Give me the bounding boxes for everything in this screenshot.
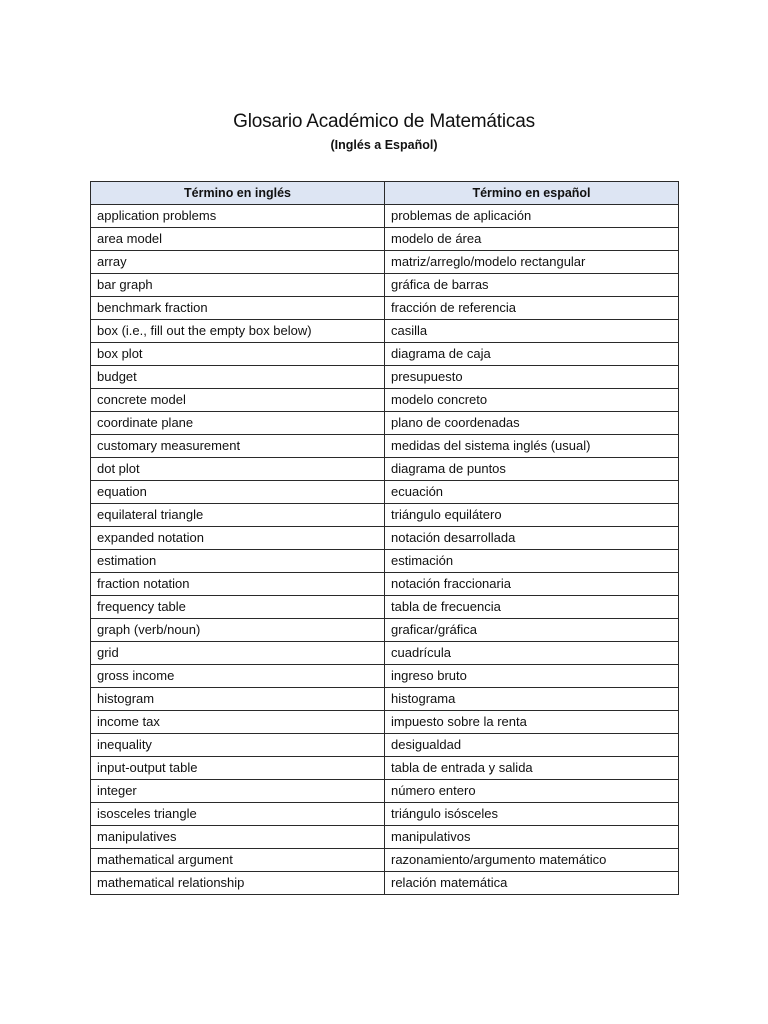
english-term-cell: array	[91, 251, 385, 274]
spanish-term-cell: relación matemática	[385, 872, 679, 895]
spanish-term-cell: problemas de aplicación	[385, 205, 679, 228]
spanish-term-cell: graficar/gráfica	[385, 619, 679, 642]
spanish-term-cell: plano de coordenadas	[385, 412, 679, 435]
glossary-table	[90, 181, 679, 895]
table-row	[91, 481, 679, 504]
table-row	[91, 849, 679, 872]
table-row	[91, 320, 679, 343]
table-row	[91, 389, 679, 412]
english-term-cell: mathematical argument	[91, 849, 385, 872]
english-term-cell: fraction notation	[91, 573, 385, 596]
english-term-cell: income tax	[91, 711, 385, 734]
table-row	[91, 527, 679, 550]
table-row	[91, 550, 679, 573]
table-row	[91, 711, 679, 734]
english-term-cell: manipulatives	[91, 826, 385, 849]
spanish-term-cell: desigualdad	[385, 734, 679, 757]
spanish-term-cell: modelo concreto	[385, 389, 679, 412]
spanish-term-cell: razonamiento/argumento matemático	[385, 849, 679, 872]
english-term-cell: estimation	[91, 550, 385, 573]
english-term-cell: coordinate plane	[91, 412, 385, 435]
spanish-term-cell: diagrama de puntos	[385, 458, 679, 481]
english-term-cell: box (i.e., fill out the empty box below)	[91, 320, 385, 343]
table-row	[91, 757, 679, 780]
english-term-cell: dot plot	[91, 458, 385, 481]
english-term-cell: integer	[91, 780, 385, 803]
table-row	[91, 619, 679, 642]
english-term-cell: input-output table	[91, 757, 385, 780]
english-term-cell: application problems	[91, 205, 385, 228]
table-row	[91, 435, 679, 458]
english-term-cell: graph (verb/noun)	[91, 619, 385, 642]
english-term-cell: concrete model	[91, 389, 385, 412]
spanish-term-cell: fracción de referencia	[385, 297, 679, 320]
table-row	[91, 573, 679, 596]
table-row	[91, 826, 679, 849]
english-term-cell: frequency table	[91, 596, 385, 619]
english-term-cell: box plot	[91, 343, 385, 366]
english-term-cell: gross income	[91, 665, 385, 688]
spanish-term-cell: matriz/arreglo/modelo rectangular	[385, 251, 679, 274]
spanish-term-cell: modelo de área	[385, 228, 679, 251]
table-row	[91, 458, 679, 481]
english-term-cell: budget	[91, 366, 385, 389]
table-row	[91, 665, 679, 688]
spanish-term-cell: triángulo equilátero	[385, 504, 679, 527]
document-title: Glosario Académico de Matemáticas	[233, 111, 535, 132]
english-term-cell: expanded notation	[91, 527, 385, 550]
spanish-term-cell: diagrama de caja	[385, 343, 679, 366]
spanish-term-cell: medidas del sistema inglés (usual)	[385, 435, 679, 458]
spanish-term-cell: notación desarrollada	[385, 527, 679, 550]
spanish-term-cell: tabla de frecuencia	[385, 596, 679, 619]
english-term-cell: equation	[91, 481, 385, 504]
english-term-cell: benchmark fraction	[91, 297, 385, 320]
document-subtitle: (Inglés a Español)	[330, 138, 438, 152]
spanish-term-cell: triángulo isósceles	[385, 803, 679, 826]
table-row	[91, 596, 679, 619]
column-header-english: Término en inglés	[91, 182, 385, 205]
table-row	[91, 504, 679, 527]
spanish-term-cell: ecuación	[385, 481, 679, 504]
english-term-cell: bar graph	[91, 274, 385, 297]
table-row	[91, 734, 679, 757]
table-row	[91, 872, 679, 895]
spanish-term-cell: tabla de entrada y salida	[385, 757, 679, 780]
spanish-term-cell: presupuesto	[385, 366, 679, 389]
table-row	[91, 366, 679, 389]
spanish-term-cell: número entero	[385, 780, 679, 803]
spanish-term-cell: gráfica de barras	[385, 274, 679, 297]
spanish-term-cell: manipulativos	[385, 826, 679, 849]
english-term-cell: histogram	[91, 688, 385, 711]
english-term-cell: equilateral triangle	[91, 504, 385, 527]
english-term-cell: mathematical relationship	[91, 872, 385, 895]
english-term-cell: area model	[91, 228, 385, 251]
spanish-term-cell: ingreso bruto	[385, 665, 679, 688]
table-row	[91, 251, 679, 274]
english-term-cell: customary measurement	[91, 435, 385, 458]
spanish-term-cell: estimación	[385, 550, 679, 573]
spanish-term-cell: cuadrícula	[385, 642, 679, 665]
table-row	[91, 274, 679, 297]
column-header-spanish: Término en español	[385, 182, 679, 205]
table-row	[91, 205, 679, 228]
table-row	[91, 228, 679, 251]
english-term-cell: inequality	[91, 734, 385, 757]
spanish-term-cell: notación fraccionaria	[385, 573, 679, 596]
table-body	[91, 205, 679, 895]
spanish-term-cell: casilla	[385, 320, 679, 343]
table-row	[91, 803, 679, 826]
spanish-term-cell: histograma	[385, 688, 679, 711]
table-header-row	[91, 182, 679, 205]
table-row	[91, 412, 679, 435]
table-row	[91, 780, 679, 803]
table-row	[91, 688, 679, 711]
table-row	[91, 343, 679, 366]
spanish-term-cell: impuesto sobre la renta	[385, 711, 679, 734]
english-term-cell: grid	[91, 642, 385, 665]
table-row	[91, 297, 679, 320]
english-term-cell: isosceles triangle	[91, 803, 385, 826]
table-row	[91, 642, 679, 665]
